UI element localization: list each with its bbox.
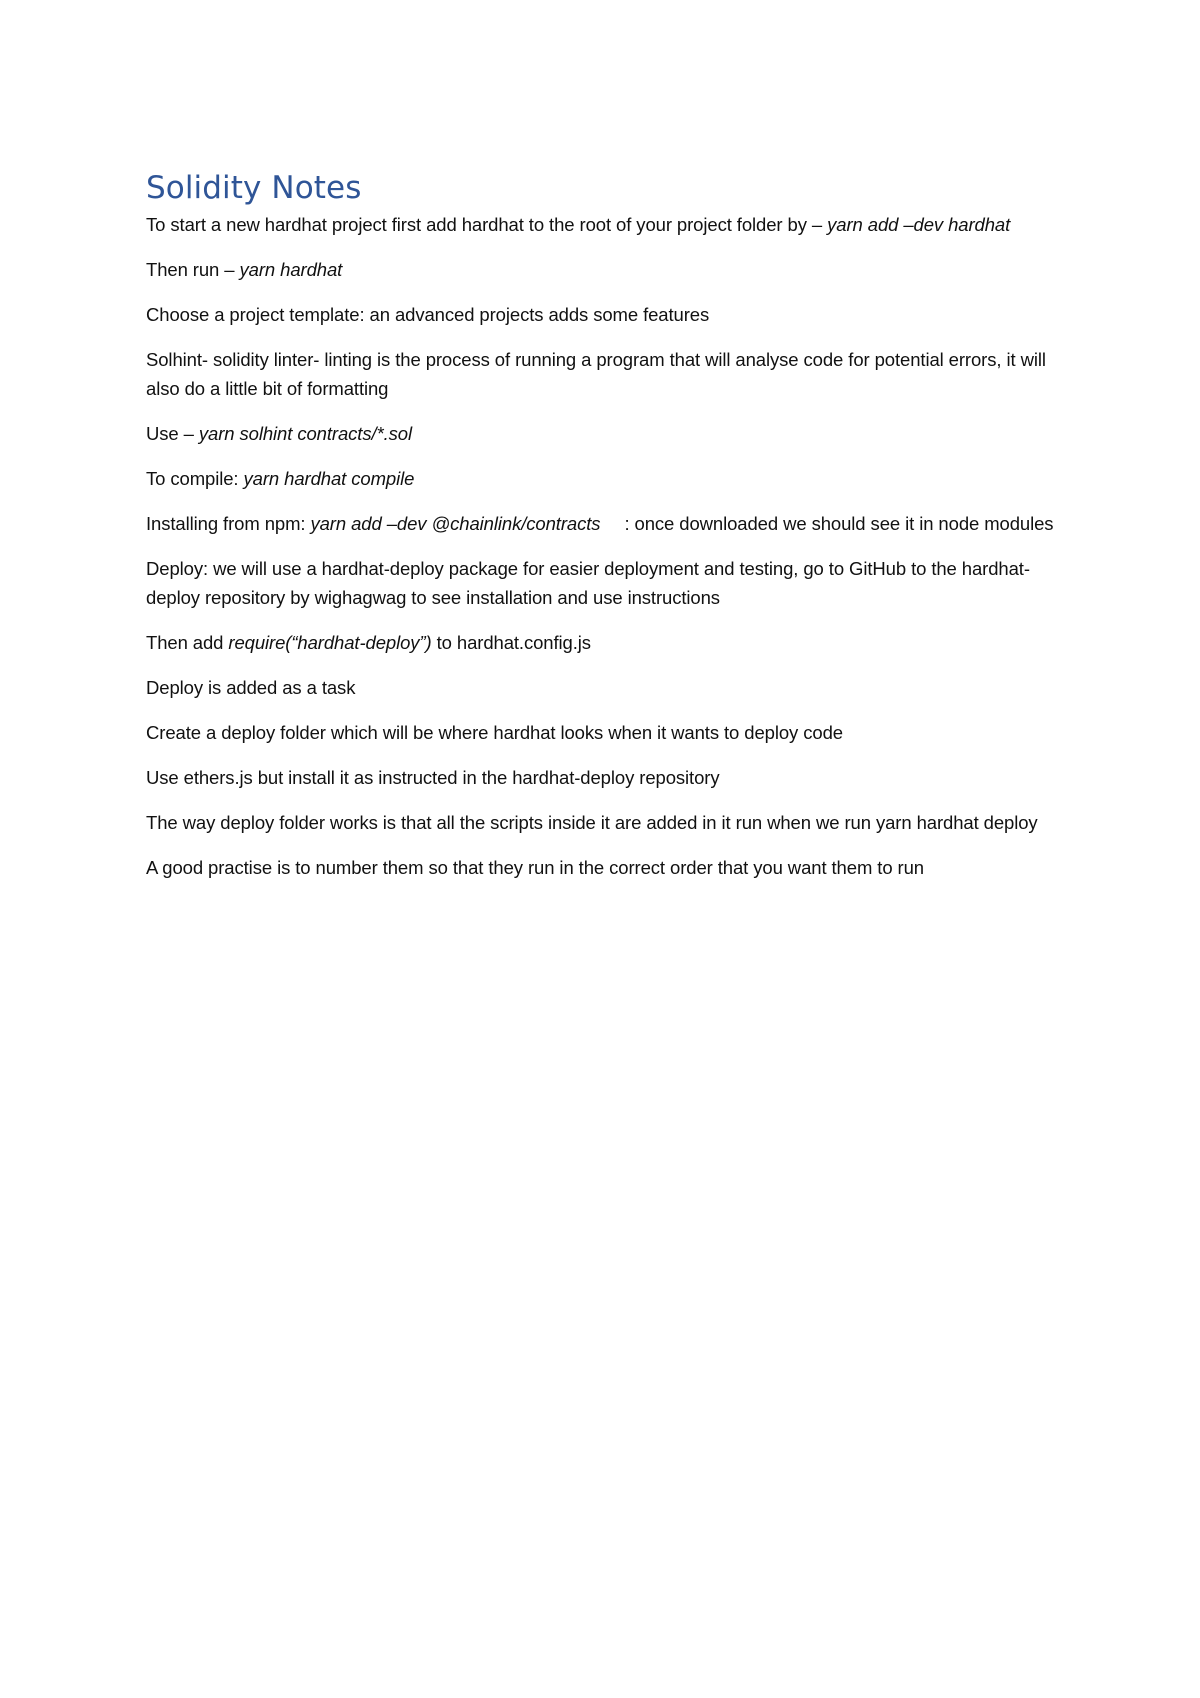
- command-text: require(“hardhat-deploy”): [228, 632, 432, 653]
- paragraph-deploy-task: Deploy is added as a task: [146, 677, 356, 698]
- command-text: yarn add –dev @chainlink/contracts: [310, 513, 601, 534]
- paragraph-compile: [146, 464, 1076, 493]
- paragraph-text: to hardhat.config.js: [431, 632, 591, 653]
- paragraph-text: Use –: [146, 423, 199, 444]
- paragraph-deploy-package: Deploy: we will use a hardhat-deploy package for easier deployment and testing, go to GitHub to the hardhat-deploy repository by wighagwag to see installation and use instructions: [146, 558, 1030, 608]
- paragraph-text: : once downloaded we should see it in node modules: [624, 513, 1054, 534]
- paragraph-text: To start a new hardhat project first add hardhat to the root of your project folder by –: [146, 214, 828, 235]
- paragraph-npm-install: [146, 509, 1076, 538]
- document-content: [146, 168, 1076, 898]
- paragraph-solhint: Solhint- solidity linter- linting is the process of running a program that will analyse code for potential errors, it will also do a little bit of formatting: [146, 349, 1046, 399]
- command-text: yarn add –dev hardhat: [827, 214, 1011, 235]
- command-text: yarn solhint contracts/*.sol: [198, 423, 413, 444]
- paragraph-solhint-command: [146, 419, 1076, 448]
- paragraph-text: Then add: [146, 632, 229, 653]
- command-text: yarn hardhat compile: [243, 468, 415, 489]
- paragraph-require-deploy: [146, 628, 1076, 657]
- paragraph-text: Installing from npm:: [146, 513, 311, 534]
- command-text: yarn hardhat: [239, 259, 343, 280]
- paragraph-text: To compile:: [146, 468, 244, 489]
- paragraph-start-project: [146, 210, 1076, 239]
- paragraph-run-hardhat: [146, 255, 1076, 284]
- paragraph-deploy-folder: Create a deploy folder which will be where hardhat looks when it wants to deploy code: [146, 722, 843, 743]
- paragraph-deploy-workflow: The way deploy folder works is that all the scripts inside it are added in it run when we run yarn hardhat deploy: [146, 812, 1038, 833]
- paragraph-project-template: Choose a project template: an advanced projects adds some features: [146, 304, 710, 325]
- document-title: Solidity Notes: [146, 170, 362, 206]
- paragraph-good-practice: A good practise is to number them so that they run in the correct order that you want them to run: [146, 857, 924, 878]
- paragraph-ethers: Use ethers.js but install it as instructed in the hardhat-deploy repository: [146, 767, 720, 788]
- paragraph-text: Then run –: [146, 259, 240, 280]
